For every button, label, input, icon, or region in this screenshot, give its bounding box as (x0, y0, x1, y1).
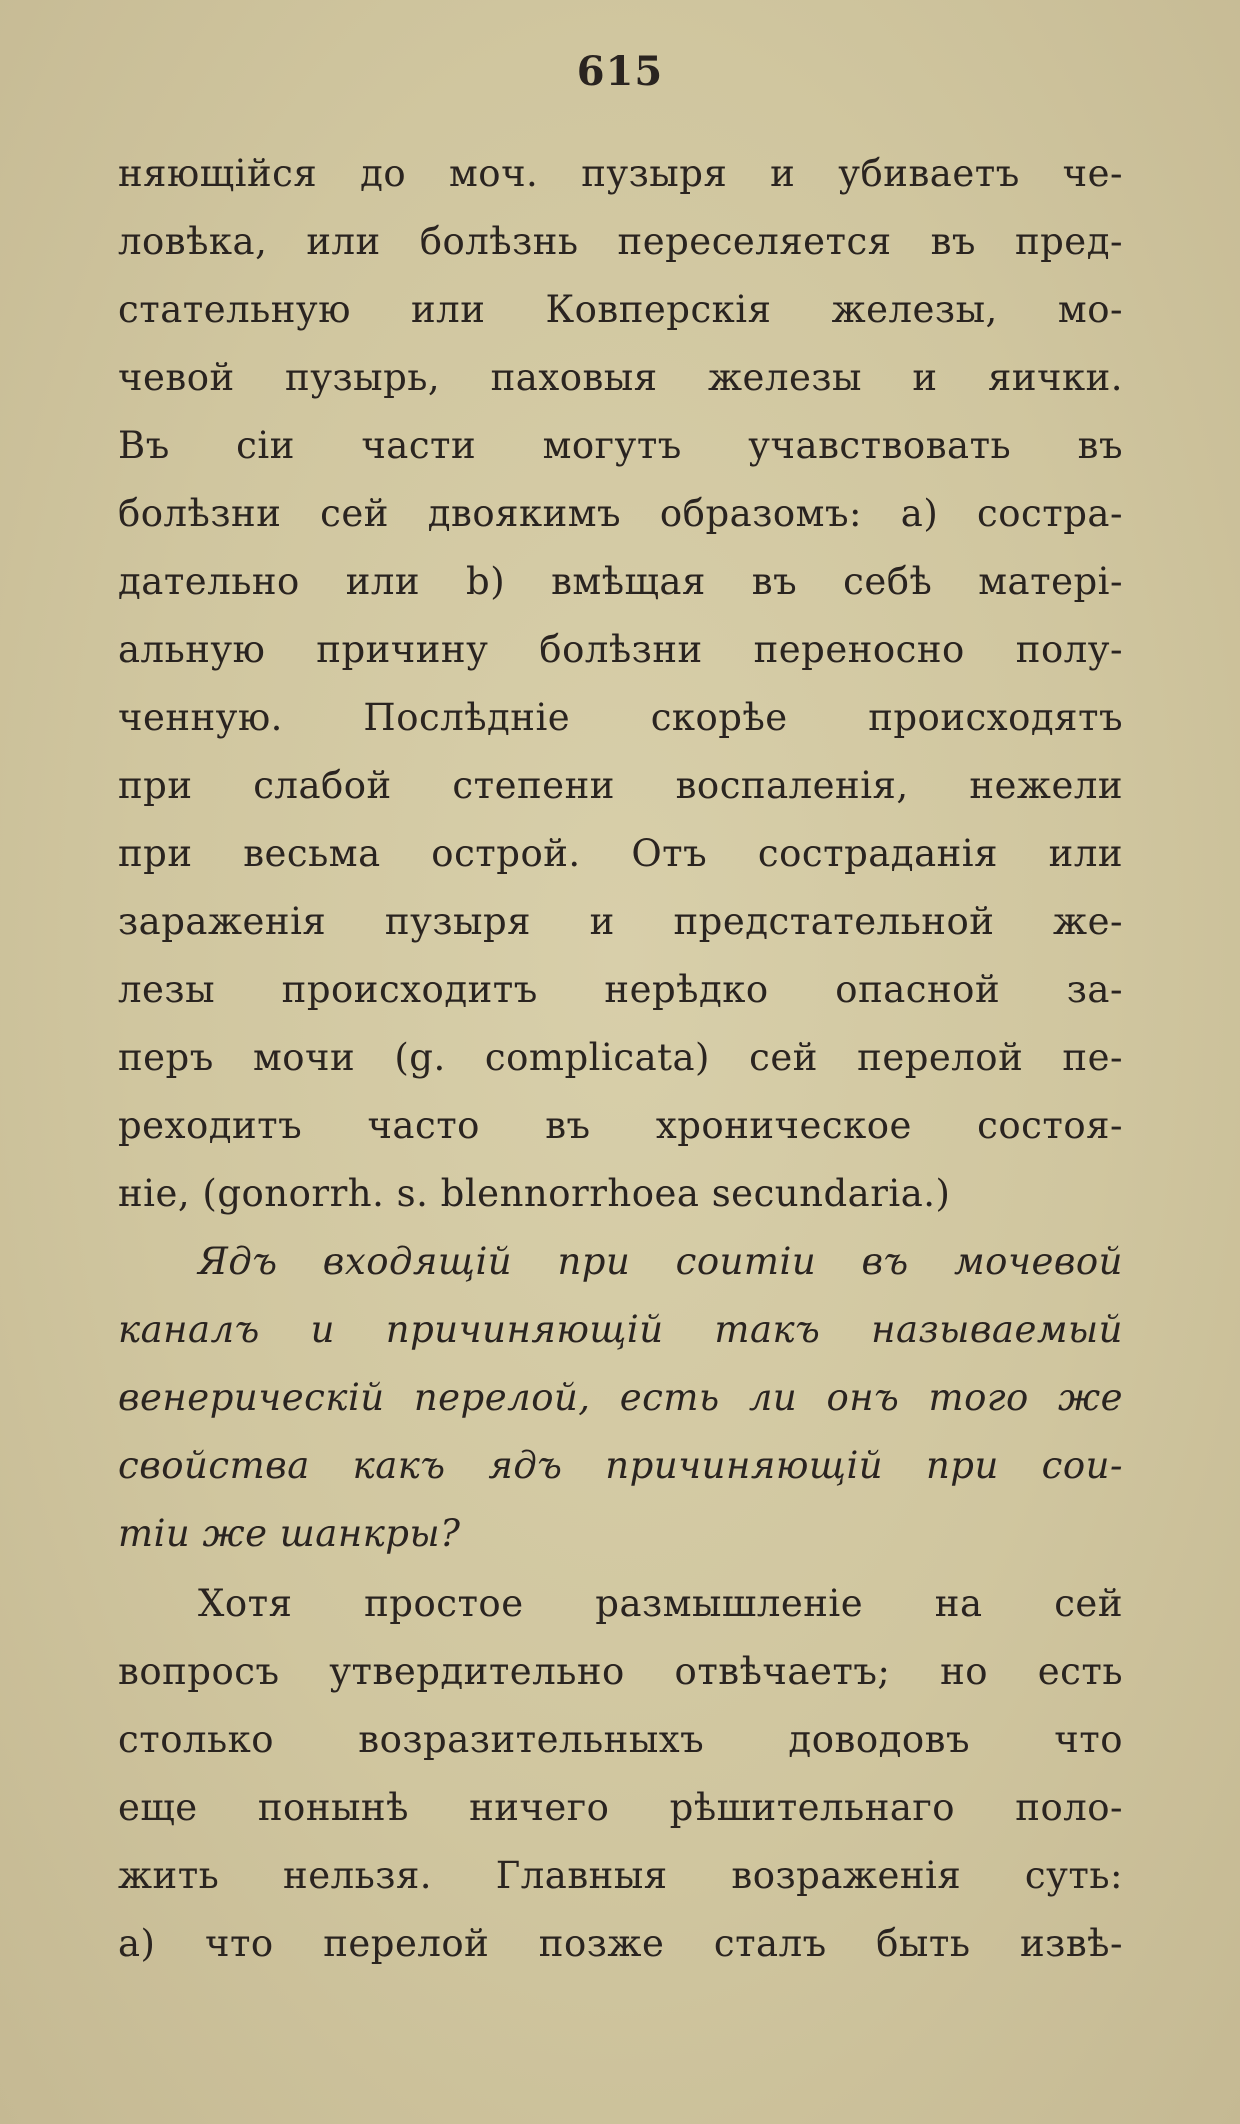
text-line: столько возразительныхъ доводовъ что (118, 1718, 1123, 1761)
text-line: Въ сіи части могутъ учавствовать въ (118, 424, 1123, 467)
text-line: чевой пузырь, паховыя железы и яички. (118, 356, 1123, 399)
text-line: зараженія пузыря и предстательной же- (118, 900, 1123, 943)
text-line: вопросъ утвердительно отвѣчаетъ; но есть (118, 1650, 1123, 1693)
text-line: реходитъ часто въ хроническое состоя- (118, 1104, 1123, 1147)
text-line: ніе, (gonorrh. s. blennorrhoea secundaria.) (118, 1172, 951, 1215)
text-line: Хотя простое размышленіе на сей (198, 1582, 1123, 1625)
text-line: ченную. Послѣдніе скорѣе происходятъ (118, 696, 1123, 739)
text-line: Ядъ входящій при соитіи въ мочевой (198, 1240, 1123, 1283)
page-number: 615 (576, 48, 664, 95)
text-line: свойства какъ ядъ причиняющій при сои- (118, 1444, 1123, 1487)
text-line: при весьма острой. Отъ сострадан‍ія или (118, 832, 1123, 875)
text-line: при слабой степени воспаленія, нежели (118, 764, 1123, 807)
text-line: каналъ и причиняющій такъ называемый (118, 1308, 1123, 1351)
text-line: альную причину болѣзни переносно полу- (118, 628, 1123, 671)
text-line: жить нельзя. Главныя возраженія суть: (118, 1854, 1123, 1897)
text-line: няющійся до моч. пузыря и убиваетъ че- (118, 152, 1123, 195)
text-line: еще понынѣ ничего рѣшительнаго поло- (118, 1786, 1123, 1829)
text-line: болѣзни сей двоякимъ образомъ: a) состра- (118, 492, 1123, 535)
text-line: венерическій перелой, есть ли онъ того же (118, 1376, 1123, 1419)
text-line: ловѣка, или болѣзнь переселяется въ пред- (118, 220, 1123, 263)
text-line: лезы происходитъ нерѣдко опасной за- (118, 968, 1123, 1011)
text-line: дательно или b) вмѣщая въ себѣ матері- (118, 560, 1123, 603)
text-line: перъ мочи (g. complicata) сей перелой пе- (118, 1036, 1123, 1079)
text-line: тіи же шанкры? (118, 1512, 461, 1555)
text-line: a) что перелой позже сталъ быть извѣ- (118, 1922, 1123, 1965)
text-line: стательную или Ковперскія железы, мо- (118, 288, 1123, 331)
